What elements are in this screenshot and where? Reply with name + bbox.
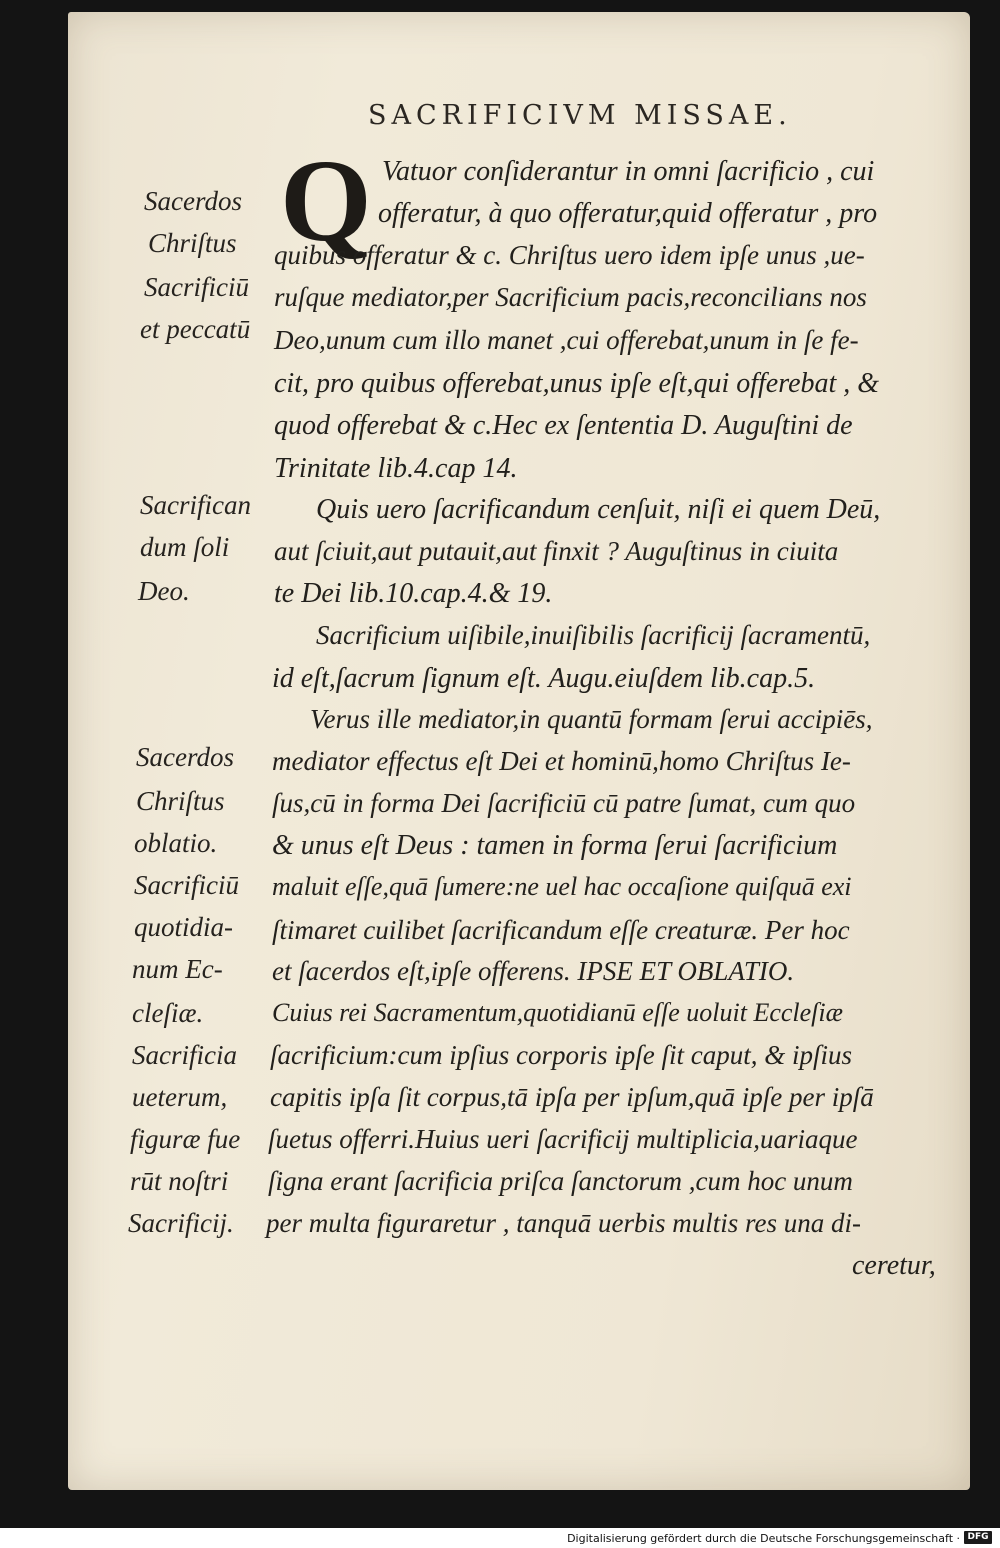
text-line-5: Deo,unum cum illo manet ,cui offerebat,unum in ſe fe- <box>274 325 859 355</box>
drop-cap: Q <box>280 135 372 266</box>
margin-note-8: Sacerdos <box>136 742 234 772</box>
margin-note-2: Chriſtus <box>148 228 237 258</box>
text-line-7: quod offerebat & c.Hec ex ſententia D. Auguſtini de <box>274 410 853 441</box>
margin-note-19: Sacrificij. <box>128 1208 234 1238</box>
margin-note-14: cleſiæ. <box>132 998 204 1028</box>
margin-note-3: Sacrificiū <box>144 272 249 302</box>
margin-note-16: ueterum, <box>132 1082 228 1112</box>
margin-note-4: et peccatū <box>140 314 251 344</box>
text-line-2: offeratur, à quo offeratur,quid offeratur , pro <box>378 198 878 229</box>
text-line-4: ruſque mediator,per Sacrificium pacis,reconcilians nos <box>274 282 867 312</box>
text-line-8: Trinitate lib.4.cap 14. <box>274 453 518 484</box>
text-line-26: per multa figuraretur , tanquā uerbis multis res una di- <box>266 1208 862 1238</box>
text-line-3: quibus offeratur & c. Chriſtus uero idem ipſe unus ,ue- <box>274 240 865 270</box>
margin-note-15: Sacrificia <box>132 1040 237 1070</box>
text-line-17: & unus eſt Deus : tamen in forma ſerui ſacrificium <box>272 830 838 861</box>
text-line-11: te Dei lib.10.cap.4.& 19. <box>274 578 553 609</box>
text-line-27: ceretur, <box>852 1250 936 1281</box>
text-line-12: Sacrificium uiſibile,inuiſibilis ſacrificij ſacramentū, <box>316 620 871 650</box>
margin-note-13: num Ec- <box>132 954 223 984</box>
margin-note-12: quotidia- <box>134 912 233 942</box>
text-line-21: Cuius rei Sacramentum,quotidianū eſſe uoluit Eccleſiæ <box>272 998 843 1027</box>
text-line-22: ſacrificium:cum ipſius corporis ipſe ſit caput, & ipſius <box>270 1040 852 1070</box>
text-line-24: ſuetus offerri.Huius ueri ſacrificij multiplicia,uariaque <box>268 1124 858 1154</box>
margin-note-9: Chriſtus <box>136 786 225 816</box>
text-line-25: ſigna erant ſacrificia priſca ſanctorum ,cum hoc unum <box>268 1166 853 1196</box>
margin-note-5: Sacrifican <box>140 490 251 520</box>
text-line-19: ſtimaret cuilibet ſacrificandum eſſe creaturæ. Per hoc <box>272 915 850 945</box>
text-line-15: mediator effectus eſt Dei et hominū,homo Chriſtus Ie- <box>272 746 851 776</box>
text-line-9: Quis uero ſacrificandum cenſuit, niſi ei quem Deū, <box>316 494 881 525</box>
margin-note-17: figuræ fue <box>130 1124 241 1154</box>
text-line-20: et ſacerdos eſt,ipſe offerens. IPSE ET OBLATIO. <box>272 956 795 986</box>
text-line-18: maluit eſſe,quā ſumere:ne uel hac occaſione quiſquā exi <box>272 872 852 901</box>
text-line-16: ſus,cū in forma Dei ſacrificiū cū patre ſumat, cum quo <box>272 788 856 818</box>
text-line-10: aut ſciuit,aut putauit,aut finxit ? Auguſtinus in ciuita <box>274 536 839 566</box>
margin-note-6: dum ſoli <box>140 532 230 562</box>
margin-note-10: oblatio. <box>134 828 218 858</box>
text-line-23: capitis ipſa ſit corpus,tā ipſa per ipſum,quā ipſe per ipſā <box>270 1082 874 1112</box>
margin-note-18: rūt noſtri <box>130 1166 229 1196</box>
page-header: SACRIFICIVM MISSAE. <box>368 100 792 131</box>
margin-note-1: Sacerdos <box>144 186 242 216</box>
dfg-logo-icon: DFG <box>964 1531 992 1544</box>
text-line-1: Vatuor conſiderantur in omni ſacrificio , cui <box>382 156 875 187</box>
margin-note-11: Sacrificiū <box>134 870 239 900</box>
footer-credit: Digitalisierung gefördert durch die Deutsche Forschungsgemeinschaft · <box>567 1532 960 1545</box>
text-line-13: id eſt,ſacrum ſignum eſt. Augu.eiuſdem lib.cap.5. <box>272 663 816 694</box>
text-line-6: cit, pro quibus offerebat,unus ipſe eſt,qui offerebat , & <box>274 368 880 399</box>
margin-note-7: Deo. <box>138 576 190 606</box>
text-line-14: Verus ille mediator,in quantū formam ſerui accipiēs, <box>310 704 873 734</box>
